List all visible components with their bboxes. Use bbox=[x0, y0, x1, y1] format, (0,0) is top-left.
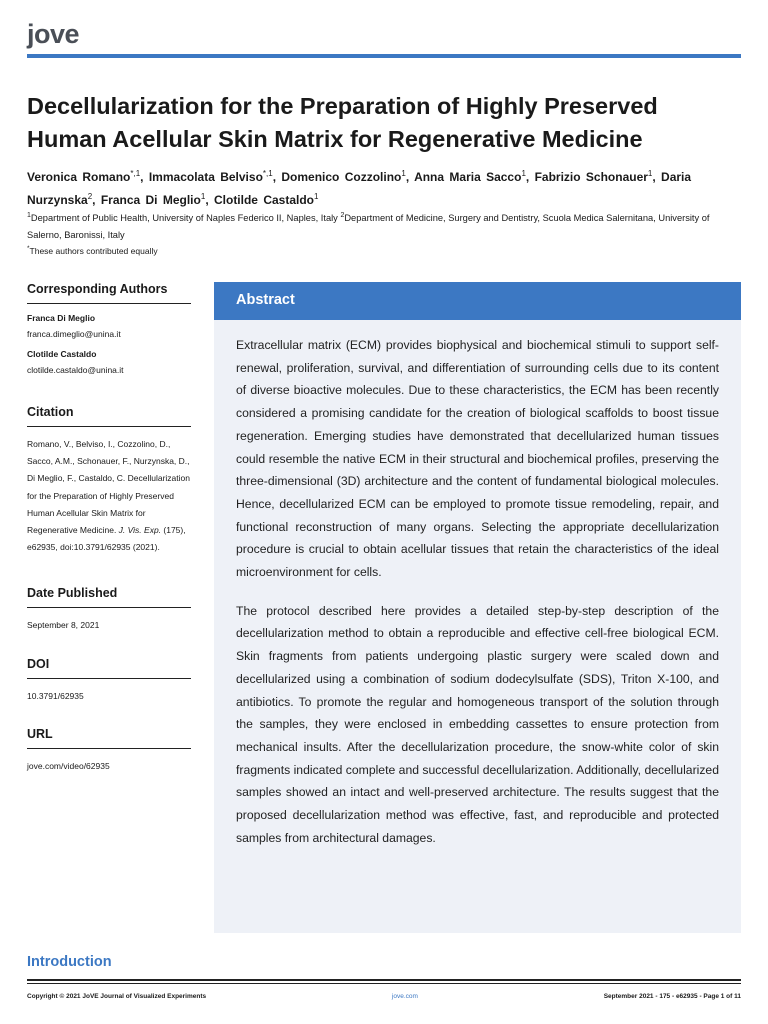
date-published-heading: Date Published bbox=[27, 586, 191, 608]
logo-text: jove bbox=[27, 19, 80, 49]
corresponding-author-name: Clotilde Castaldo bbox=[27, 349, 97, 359]
page-info: September 2021 - 175 - e62935 - Page 1 of 11 bbox=[603, 993, 741, 1000]
corresponding-author-name: Franca Di Meglio bbox=[27, 313, 96, 323]
url-heading: URL bbox=[27, 727, 191, 749]
corresponding-author-email[interactable]: franca.dimeglio@unina.it bbox=[27, 329, 121, 339]
equal-contribution-note: *These authors contributed equally bbox=[27, 245, 158, 256]
doi-heading: DOI bbox=[27, 657, 191, 679]
footer-rule bbox=[27, 979, 741, 984]
citation-heading: Citation bbox=[27, 405, 191, 427]
sidebar bbox=[27, 282, 191, 775]
article-title: Decellularization for the Preparation of Highly Preserved Human Acellular Skin Matrix for Regenerative Medicine bbox=[27, 93, 658, 152]
copyright-text: Copyright © 2021 JoVE Journal of Visualized Experiments bbox=[27, 993, 207, 1000]
author: Domenico Cozzolino$^1$ bbox=[281, 169, 406, 184]
url-value[interactable]: jove.com/video/62935 bbox=[27, 760, 110, 771]
abstract-heading: Abstract bbox=[214, 282, 741, 320]
corresponding-authors-heading: Corresponding Authors bbox=[27, 282, 191, 304]
author: Franca Di Meglio$^1$ bbox=[100, 192, 206, 207]
affiliation-1: Department of Public Health, University of Naples Federico II, Naples, Italy bbox=[30, 213, 338, 224]
abstract-body bbox=[214, 320, 741, 849]
author: Immacolata Belviso$^{*,1}$ bbox=[148, 169, 273, 184]
abstract-box bbox=[214, 282, 741, 933]
header-rule bbox=[27, 54, 741, 58]
affiliation-2: Department of Medicine, Surgery and Dentistry, Scuola Medica Salernitana, University of Salerno, Baronissi, Italy bbox=[27, 213, 710, 241]
jove-logo[interactable] bbox=[27, 18, 79, 48]
abstract-paragraph: The protocol described here provides a detailed step-by-step description of the decellularization method to obtain a reproducible and effective cell-free biological ECM. Skin fragments from patients undergoing plastic surgery were scaled down and decellularized using a combination of sodium dodecylsulfate (SDS), Triton X-100, and antibiotics. To promote the regular and homogeneous transport of the solution through the samples, they were enclosed in embedding cassettes to ensure protection from mechanical insults. After the decellularization procedure, the snow-white color of skin fragments indicated complete and successful decellularization. Additionally, decellularized samples showed an intact and well-preserved architecture. The results suggest that the proposed decellularization method was effective, fast, and reproducible and protected samples from architectural damages. bbox=[236, 603, 719, 845]
author: Daria Nurzynska$^2$ bbox=[27, 170, 692, 207]
doi-value[interactable]: 10.3791/62935 bbox=[27, 690, 84, 701]
author-list: Veronica Romano$^{*,1}$, Immacolata Belviso$^{*,1}$, Domenico Cozzolino$^1$, Anna Maria Sacco$^1$, Fabrizio Schonauer$^1$, Daria Nurzynska$^2$, Franca Di Meglio$^1$, Clotilde Castaldo$^1$ bbox=[27, 169, 692, 207]
author: Veronica Romano$^{*,1}$ bbox=[27, 169, 141, 184]
abstract-paragraph: Extracellular matrix (ECM) provides biophysical and biochemical stimuli to support self-renewal, proliferation, survival, and differentiation of surrounding cells due to its content of diverse bioactive molecules. Due to these characteristics, the ECM has been recently considered a promising candidate for the creation of biological scaffolds to boost tissue regeneration. Emerging studies have demonstrated that decellularized human tissues could resemble the native ECM in their structural and biochemical profiles, preserving the three-dimensional (3D) architecture and the content of fundamental biological molecules. Hence, decellularized ECM can be employed to promote tissue remodeling, repair, and functional reconstruction of many organs. Selecting the appropriate decellularization procedure is crucial to obtain acellular tissues that retain the characteristics of the ideal microenvironment for cells. bbox=[236, 338, 719, 580]
corresponding-author-email[interactable]: clotilde.castaldo@unina.it bbox=[27, 365, 124, 375]
author: Clotilde Castaldo$^1$ bbox=[213, 192, 319, 207]
affiliations: $^1$Department of Public Health, University of Naples Federico II, Naples, Italy $^2$Department of Medicine, Surgery and Dentistry, Scuola Medica Salernitana, University of Salerno, Baronissi, Italy bbox=[27, 212, 710, 241]
author: Fabrizio Schonauer$^1$ bbox=[534, 169, 653, 184]
introduction-heading: Introduction bbox=[27, 954, 112, 970]
footer-link[interactable]: jove.com bbox=[391, 993, 418, 1000]
citation-text: Romano, V., Belviso, I., Cozzolino, D., Sacco, A.M., Schonauer, F., Nurzynska, D., Di Meglio, F., Castaldo, C. Decellularization for the Preparation of Highly Preserved Human Acellular Skin Matrix for Regenerative Medicine. J. Vis. Exp. (175), e62935, doi:10.3791/62935 (2021). bbox=[27, 439, 190, 553]
page-footer bbox=[27, 993, 741, 1000]
date-published: September 8, 2021 bbox=[27, 620, 100, 631]
author: Anna Maria Sacco$^1$ bbox=[414, 169, 526, 184]
